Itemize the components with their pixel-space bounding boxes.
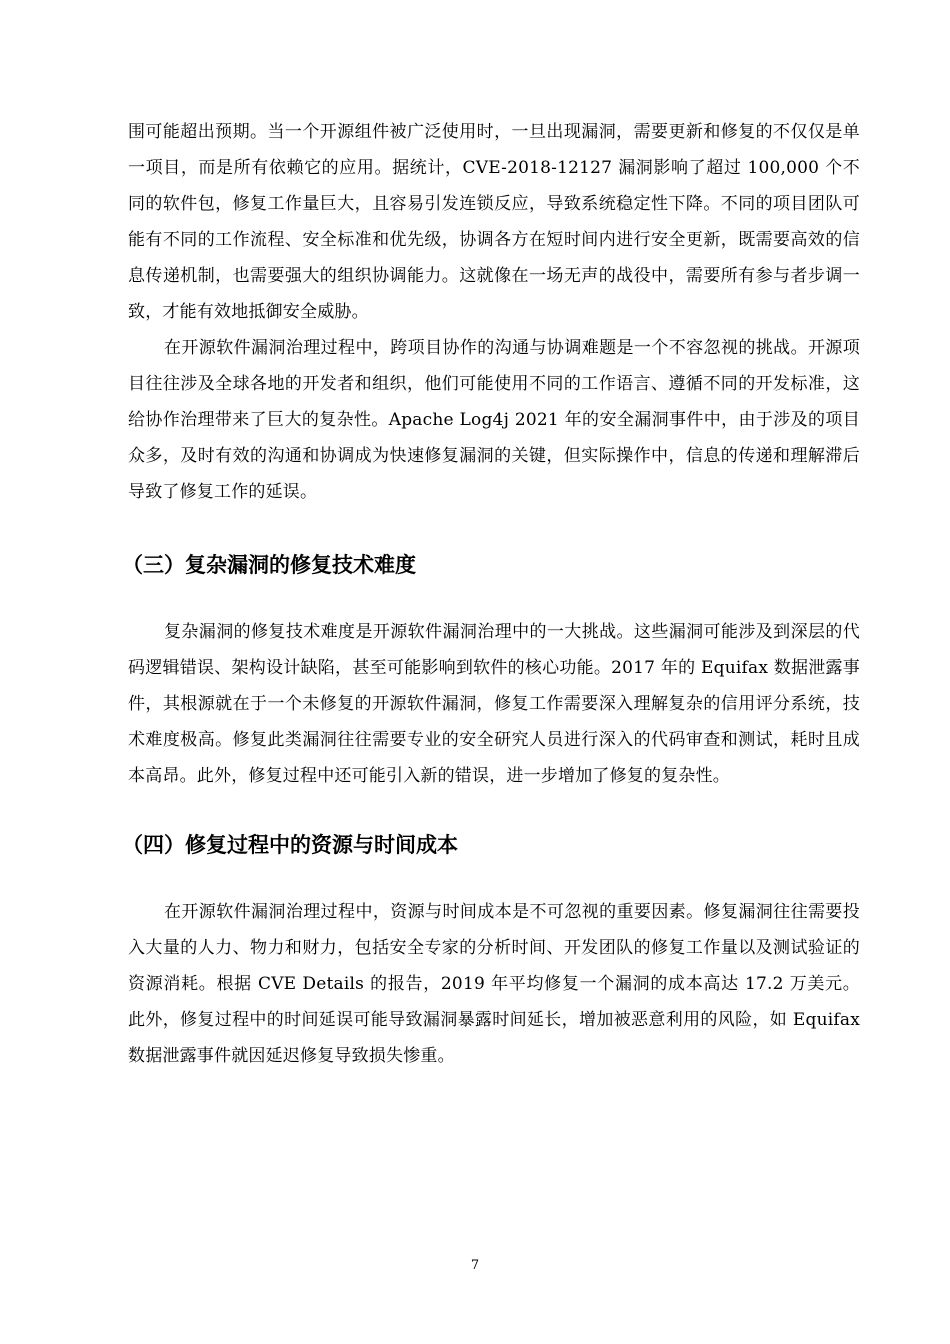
paragraph-resource-time-cost: 在开源软件漏洞治理过程中，资源与时间成本是不可忽视的重要因素。修复漏洞往往需要投入大量的人力、物力和财力，包括安全专家的分析时间、开发团队的修复工作量以及测试验证的资源消耗。根据 CVE Details 的报告，2019 年平均修复一个漏洞的成本高达 17.2 万美元。此外，修复过程中的时间延误可能导致漏洞暴露时间延长，增加被恶意利用的风险，如 Equifax 数据泄露事件就因延迟修复导致损失惨重。: [128, 902, 860, 1066]
section-heading-4: （四）修复过程中的资源与时间成本: [122, 833, 458, 857]
section-heading-3: （三）复杂漏洞的修复技术难度: [122, 553, 416, 577]
paragraph-continued: 围可能超出预期。当一个开源组件被广泛使用时，一旦出现漏洞，需要更新和修复的不仅仅是单一项目，而是所有依赖它的应用。据统计，CVE-2018-12127 漏洞影响了超过 100,000 个不同的软件包，修复工作量巨大，且容易引发连锁反应，导致系统稳定性下降。不同的项目团队可能有不同的工作流程、安全标准和优先级，协调各方在短时间内进行安全更新，既需要高效的信息传递机制，也需要强大的组织协调能力。这就像在一场无声的战役中，需要所有参与者步调一致，才能有效地抵御安全威胁。: [128, 122, 860, 322]
paragraph-repair-difficulty: 复杂漏洞的修复技术难度是开源软件漏洞治理中的一大挑战。这些漏洞可能涉及到深层的代码逻辑错误、架构设计缺陷，甚至可能影响到软件的核心功能。2017 年的 Equifax 数据泄露事件，其根源就在于一个未修复的开源软件漏洞，修复工作需要深入理解复杂的信用评分系统，技术难度极高。修复此类漏洞往往需要专业的安全研究人员进行深入的代码审查和测试，耗时且成本高昂。此外，修复过程中还可能引入新的错误，进一步增加了修复的复杂性。: [128, 622, 860, 786]
page-number: 7: [470, 1258, 480, 1273]
paragraph-cross-project-coordination: 在开源软件漏洞治理过程中，跨项目协作的沟通与协调难题是一个不容忽视的挑战。开源项目往往涉及全球各地的开发者和组织，他们可能使用不同的工作语言、遵循不同的开发标准，这给协作治理带来了巨大的复杂性。Apache Log4j 2021 年的安全漏洞事件中，由于涉及的项目众多，及时有效的沟通和协调成为快速修复漏洞的关键，但实际操作中，信息的传递和理解滞后导致了修复工作的延误。: [128, 338, 860, 502]
document-body: [122, 114, 860, 1074]
